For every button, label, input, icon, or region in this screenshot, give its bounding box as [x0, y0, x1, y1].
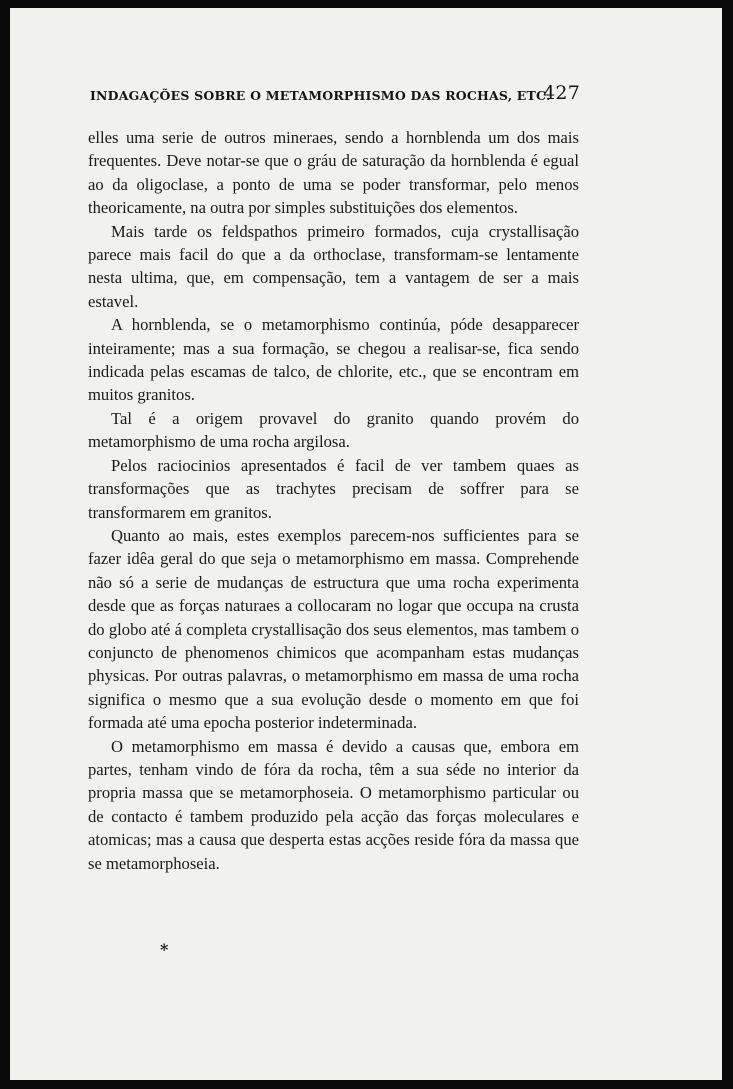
paragraph: Tal é a origem provavel do granito quando provém do metamorphismo de uma rocha argilosa. — [88, 408, 579, 452]
page-header — [90, 82, 580, 106]
running-title: INDAGAÇÕES SOBRE O METAMORPHISMO DAS ROCHAS, ETC. — [90, 88, 551, 103]
page-number: 427 — [543, 82, 580, 104]
paragraph: O metamorphismo em massa é devido a causas que, embora em partes, tenham vindo de fóra da rocha, têm a sua séde no interior da propria massa que se metamorphoseia. O metamorphismo particular ou de contacto é tambem produzido pela acção das forças moleculares e atomicas; mas a causa que desperta estas acções reside fóra da massa que se metamorphoseia. — [88, 736, 579, 873]
paragraph: Mais tarde os feldspathos primeiro formados, cuja crystallisação parece mais facil do que a da orthoclase, transformam-se lentamente nesta ultima, que, em compensação, tem a vantagem de ser a mais estavel. — [88, 221, 579, 311]
paragraph: elles uma serie de outros mineraes, sendo a hornblenda um dos mais frequentes. Deve notar-se que o gráu de saturação da hornblenda é egual ao da oligoclase, a ponto de uma se poder transformar, pelo menos theoricamente, na outra por simples substituições dos elementos. — [88, 128, 579, 218]
paragraph: A hornblenda, se o metamorphismo continúa, póde desapparecer inteiramente; mas a sua formação, se chegou a realisar-se, fica sendo indicada pelas escamas de talco, de chlorite, etc., que se encontram em muitos granitos. — [88, 315, 579, 405]
paragraph: Pelos raciocinios apresentados é facil de ver tambem quaes as transformações que as trachytes precisam de soffrer para se transformarem em granitos. — [88, 455, 579, 522]
body-text — [88, 126, 579, 875]
footnote-mark: * — [160, 940, 169, 959]
paragraph: Quanto ao mais, estes exemplos parecem-nos sufficientes para se fazer idêa geral do que seja o metamorphismo em massa. Comprehende não só a serie de mudanças de estructura que uma rocha experimenta desde que as forças naturaes a collocaram no logar que occupa na crusta do globo até á completa crystallisação dos seus elementos, mas tambem o conjuncto de phenomenos chimicos que acompanham estas mudanças physicas. Por outras palavras, o metamorphismo em massa de uma rocha significa o mesmo que a sua evolução desde o momento em que foi formada até uma epocha posterior indeterminada. — [88, 525, 579, 733]
book-page — [10, 8, 722, 1080]
